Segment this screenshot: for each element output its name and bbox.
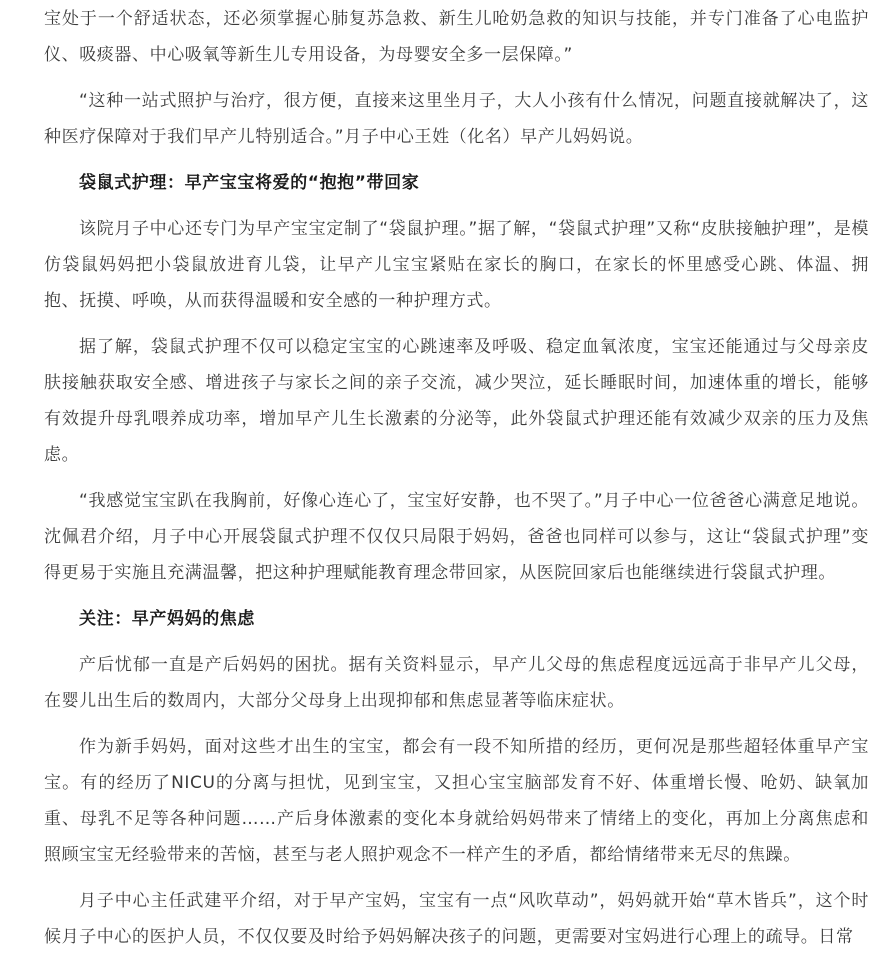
paragraph-equipment: 宝处于一个舒适状态，还必须掌握心肺复苏急救、新生儿呛奶急救的知识与技能，并专门准备了心电监护仪、吸痰器、中心吸氧等新生儿专用设备，为母婴安全多一层保障。” <box>44 9 869 65</box>
paragraph-father-quote: “我感觉宝宝趴在我胸前，好像心连心了，宝宝好安静，也不哭了。”月子中心一位爸爸心满意足地说。沈佩君介绍，月子中心开展袋鼠式护理不仅仅只局限于妈妈，爸爸也同样可以参与，这让“袋鼠式护理”变得更易于实施且充满温馨，把这种护理赋能教育理念带回家，从医院回家后也能继续进行袋鼠式护理。 <box>44 491 869 583</box>
section-heading-kangaroo-care: 袋鼠式护理：早产宝宝将爱的“抱抱”带回家 <box>79 173 420 193</box>
paragraph-kangaroo-definition: 该院月子中心还专门为早产宝宝定制了“袋鼠护理。”据了解，“袋鼠式护理”又称“皮肤接触护理”，是模仿袋鼠妈妈把小袋鼠放进育儿袋，让早产儿宝宝紧贴在家长的胸口，在家长的怀里感受心跳、体温、拥抱、抚摸、呼唤，从而获得温暖和安全感的一种护理方式。 <box>44 219 869 311</box>
paragraph-new-mother: 作为新手妈妈，面对这些才出生的宝宝，都会有一段不知所措的经历，更何况是那些超轻体重早产宝宝。有的经历了NICU的分离与担忧，见到宝宝，又担心宝宝脑部发育不好、体重增长慢、呛奶、缺氧加重、母乳不足等各种问题……产后身体激素的变化本身就给妈妈带来了情绪上的变化，再加上分离焦虑和照顾宝宝无经验带来的苦恼，甚至与老人照护观念不一样产生的矛盾，都给情绪带来无尽的焦躁。 <box>44 737 869 865</box>
paragraph-director-remarks: 月子中心主任武建平介绍，对于早产宝妈，宝宝有一点“风吹草动”，妈妈就开始“草木皆兵”，这个时候月子中心的医护人员，不仅仅要及时给予妈妈解决孩子的问题，更需要对宝妈进行心理上的疏导。日常 <box>44 891 869 947</box>
paragraph-kangaroo-benefits: 据了解，袋鼠式护理不仅可以稳定宝宝的心跳速率及呼吸、稳定血氧浓度，宝宝还能通过与父母亲皮肤接触获取安全感、增进孩子与家长之间的亲子交流，减少哭泣，延长睡眠时间，加速体重的增长，能够有效提升母乳喂养成功率，增加早产儿生长激素的分泌等，此外袋鼠式护理还能有效减少双亲的压力及焦虑。 <box>44 337 869 465</box>
section-heading-mother-anxiety: 关注：早产妈妈的焦虑 <box>79 609 255 629</box>
paragraph-postpartum-depression: 产后忧郁一直是产后妈妈的困扰。据有关资料显示，早产儿父母的焦虑程度远远高于非早产儿父母，在婴儿出生后的数周内，大部分父母身上出现抑郁和焦虑显著等临床症状。 <box>44 655 869 711</box>
paragraph-one-stop-care: “这种一站式照护与治疗，很方便，直接来这里坐月子，大人小孩有什么情况，问题直接就解决了，这种医疗保障对于我们早产儿特别适合。”月子中心王姓（化名）早产儿妈妈说。 <box>44 91 869 147</box>
